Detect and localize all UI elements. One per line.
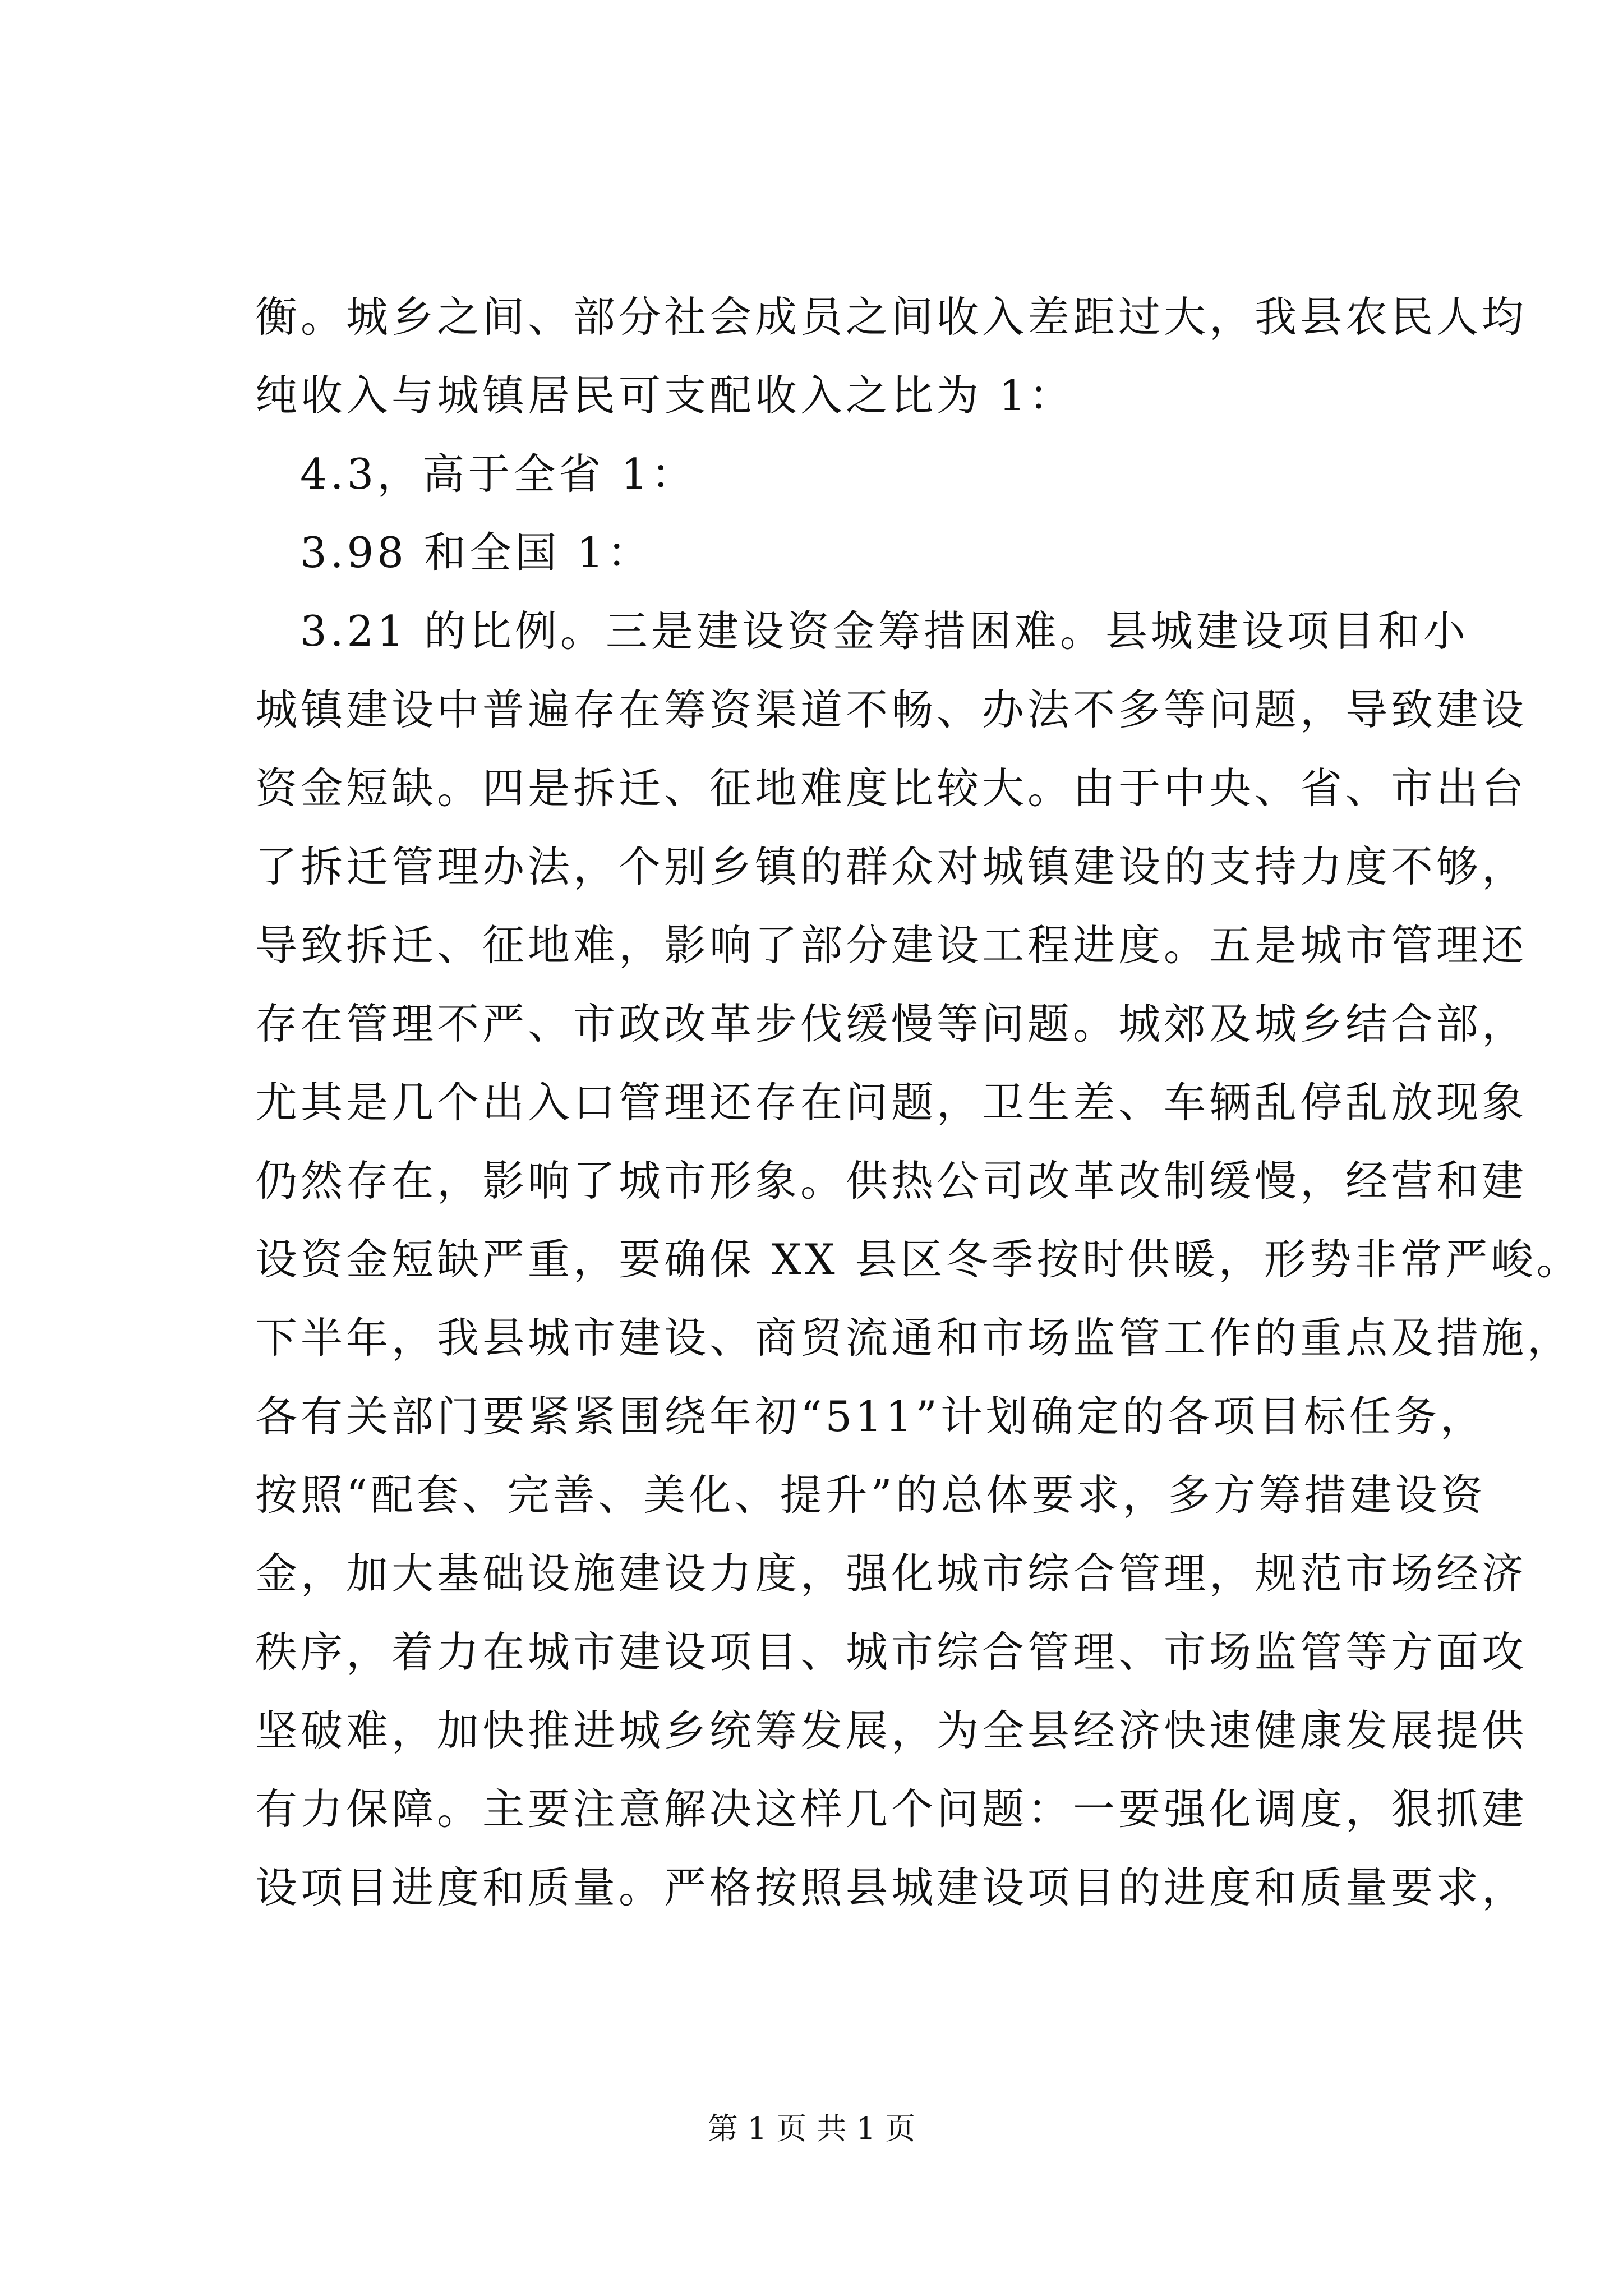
text-line: 4.3，高于全省 1： xyxy=(300,449,697,499)
text-line: 了拆迁管理办法，个别乡镇的群众对城镇建设的支持力度不够， xyxy=(255,842,1528,891)
text-line: 金，加大基础设施建设力度，强化城市综合管理，规范市场经济 xyxy=(255,1549,1528,1598)
page-footer: 第 1 页 共 1 页 xyxy=(707,2111,916,2146)
text-line: 存在管理不严、市政改革步伐缓慢等问题。城郊及城乡结合部， xyxy=(255,999,1528,1048)
text-line: 尤其是几个出入口管理还存在问题，卫生差、车辆乱停乱放现象 xyxy=(255,1078,1528,1127)
text-line: 各有关部门要紧紧围绕年初“511”计划确定的各项目标任务， xyxy=(255,1392,1486,1441)
text-line: 下半年，我县城市建设、商贸流通和市场监管工作的重点及措施， xyxy=(255,1313,1573,1363)
text-line: 衡。城乡之间、部分社会成员之间收入差距过大，我县农民人均 xyxy=(255,292,1528,342)
text-line: 3.21 的比例。三是建设资金筹措困难。县城建设项目和小 xyxy=(300,606,1469,656)
text-line: 导致拆迁、征地难，影响了部分建设工程进度。五是城市管理还 xyxy=(255,921,1528,970)
text-line: 坚破难，加快推进城乡统筹发展，为全县经济快速健康发展提供 xyxy=(255,1706,1528,1755)
text-line: 3.98 和全国 1： xyxy=(300,528,653,577)
text-line: 有力保障。主要注意解决这样几个问题：一要强化调度，狠抓建 xyxy=(255,1784,1528,1834)
text-line: 城镇建设中普遍存在筹资渠道不畅、办法不多等问题，导致建设 xyxy=(255,685,1528,734)
text-line: 按照“配套、完善、美化、提升”的总体要求，多方筹措建设资 xyxy=(255,1470,1486,1520)
text-line: 设项目进度和质量。严格按照县城建设项目的进度和质量要求， xyxy=(255,1863,1528,1912)
text-line: 纯收入与城镇居民可支配收入之比为 1： xyxy=(255,371,1075,420)
text-line: 设资金短缺严重，要确保 XX 县区冬季按时供暖，形势非常严峻。 xyxy=(255,1235,1582,1284)
text-line: 秩序，着力在城市建设项目、城市综合管理、市场监管等方面攻 xyxy=(255,1627,1528,1677)
text-line: 仍然存在，影响了城市形象。供热公司改革改制缓慢，经营和建 xyxy=(255,1156,1528,1205)
text-line: 资金短缺。四是拆迁、征地难度比较大。由于中央、省、市出台 xyxy=(255,763,1528,813)
